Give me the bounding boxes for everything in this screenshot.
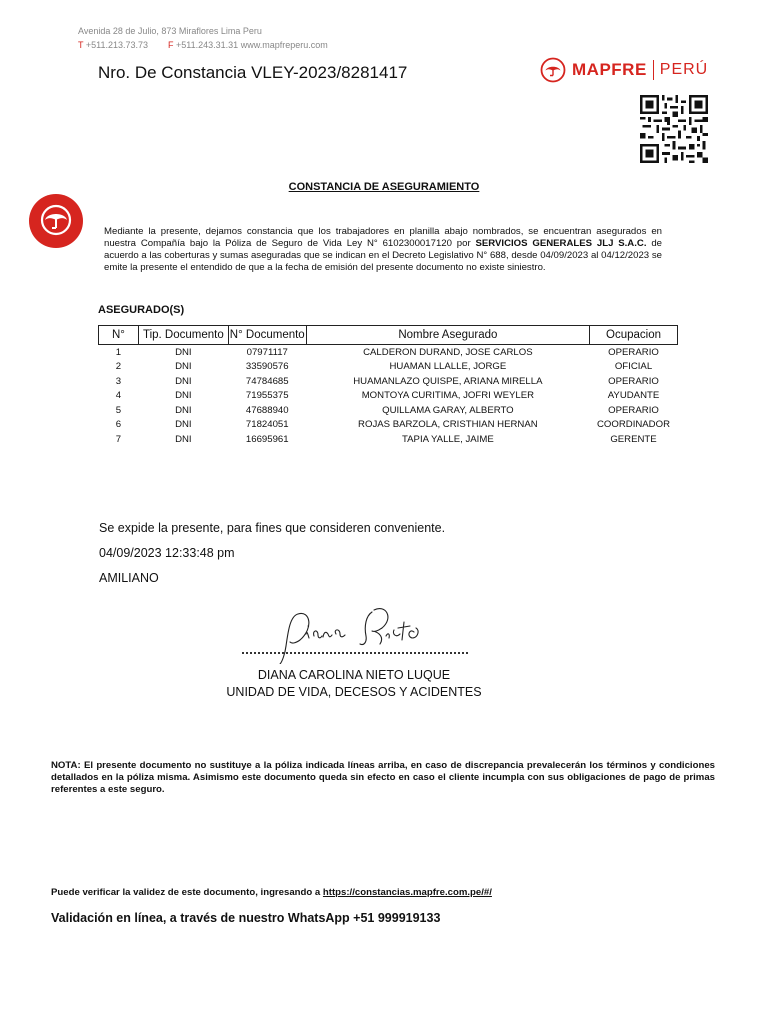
phone-label: T (78, 40, 84, 50)
col-doc-type: Tip. Documento (138, 326, 228, 345)
mapfre-seal-icon (29, 194, 83, 248)
cell-doc-number: 33590576 (245, 361, 289, 373)
cell-number: 7 (115, 433, 122, 445)
col-insured-name: Nombre Asegurado (306, 326, 589, 345)
phone-number: +511.213.73.73 (85, 40, 149, 50)
cell-number: 1 (115, 346, 122, 358)
cell-occupation: GERENTE (610, 433, 657, 445)
table-row (99, 345, 678, 360)
cell-doc-number: 07971117 (246, 346, 288, 358)
cell-doc-type: DNI (175, 404, 192, 416)
cell-insured-name: HUAMAN LLALLE, JORGE (389, 361, 507, 373)
cell-doc-number: 47688940 (245, 404, 289, 416)
cell-doc-number: 71955375 (245, 390, 289, 402)
logo-divider (653, 60, 654, 80)
closing-statement: Se expide la presente, para fines que consideren conveniente. (99, 521, 446, 535)
table-row (99, 418, 678, 433)
table-header-row (99, 326, 678, 345)
mapfre-umbrella-icon (540, 57, 566, 83)
signature-line (242, 652, 468, 654)
verify-text: Puede verificar la validez de este documento, ingresando a (51, 887, 323, 898)
cell-number: 3 (115, 375, 122, 387)
insured-company: SERVICIOS GENERALES JLJ S.A.C. (475, 238, 647, 249)
cell-doc-type: DNI (175, 346, 192, 358)
signer-block (190, 667, 518, 701)
fax-and-web: +511.243.31.31 www.mapfreperu.com (176, 40, 328, 50)
col-number: N° (99, 326, 139, 345)
mapfre-logo (540, 57, 708, 83)
cell-occupation: OPERARIO (608, 375, 659, 387)
table-row (99, 403, 678, 418)
handwritten-signature (270, 602, 450, 664)
logo-brand: MAPFRE (572, 60, 647, 79)
header-contact (78, 24, 328, 52)
issuing-user: AMILIANO (99, 571, 159, 585)
cell-doc-type: DNI (175, 390, 192, 402)
cell-insured-name: HUAMANLAZO QUISPE, ARIANA MIRELLA (353, 375, 543, 387)
disclaimer-note: NOTA: El presente documento no sustituye a la póliza indicada líneas arriba, en caso de discrepancia prevalecerán los términos y condiciones detallados en la póliza misma. Asimismo este documento queda sin efecto en caso el cliente incumpla con sus obligaciones de pago de primas referentes a este seguro. (51, 760, 715, 795)
verify-line (51, 887, 492, 898)
cell-insured-name: CALDERON DURAND, JOSE CARLOS (363, 346, 533, 358)
constancia-number: Nro. De Constancia VLEY-2023/8281417 (98, 63, 408, 82)
qr-code-icon (638, 95, 710, 163)
signer-name: DIANA CAROLINA NIETO LUQUE (257, 668, 451, 682)
cell-doc-type: DNI (175, 375, 192, 387)
fax-label: F (168, 40, 174, 50)
cell-doc-type: DNI (175, 361, 192, 373)
table-row (99, 374, 678, 389)
cell-doc-number: 16695961 (245, 433, 289, 445)
cell-occupation: COORDINADOR (596, 419, 671, 431)
signer-unit: UNIDAD DE VIDA, DECESOS Y ACIDENTES (226, 685, 482, 699)
cell-occupation: AYUDANTE (607, 390, 660, 402)
col-occupation: Ocupacion (590, 326, 678, 345)
cell-number: 4 (115, 390, 122, 402)
body-part1: Mediante la presente, dejamos constancia que los trabajadores en planilla abajo nombrados, se encuentran asegurados en nuestra Compañía bajo la Póliza de Seguro de Vida Ley N° 6102300017120 por (104, 226, 662, 249)
cell-number: 6 (115, 419, 122, 431)
cell-doc-type: DNI (175, 433, 192, 445)
col-doc-number: N° Documento (228, 326, 306, 345)
cell-number: 5 (115, 404, 122, 416)
header-phones (78, 38, 328, 52)
cell-insured-name: QUILLAMA GARAY, ALBERTO (382, 404, 514, 416)
verify-link[interactable]: https://constancias.mapfre.com.pe/#/ (322, 887, 492, 898)
cell-insured-name: ROJAS BARZOLA, CRISTHIAN HERNAN (358, 419, 538, 431)
cell-occupation: OFICIAL (614, 361, 653, 373)
body-part2: de acuerdo a las coberturas y sumas aseguradas que se indican en el Decreto Legislativo N° 688, desde 04/09/2023 al 04/12/2023 se emite la presente el entendido de que a la fecha de emisión del presente documento no existe siniestro. (104, 238, 662, 273)
document-title: CONSTANCIA DE ASEGURAMIENTO (288, 181, 480, 193)
cell-insured-name: MONTOYA CURITIMA, JOFRI WEYLER (361, 390, 535, 402)
cell-doc-type: DNI (175, 419, 192, 431)
cell-doc-number: 71824051 (245, 419, 289, 431)
whatsapp-validation: Validación en línea, a través de nuestro WhatsApp +51 999919133 (51, 911, 441, 925)
table-row (99, 432, 678, 447)
logo-country: PERÚ (659, 61, 709, 78)
cell-occupation: OPERARIO (608, 404, 659, 416)
body-paragraph (104, 226, 662, 274)
cell-occupation: OPERARIO (608, 346, 659, 358)
section-title: ASEGURADO(S) (98, 304, 185, 316)
issue-datetime: 04/09/2023 12:33:48 pm (99, 546, 235, 560)
table-row (99, 360, 678, 375)
cell-insured-name: TAPIA YALLE, JAIME (402, 433, 494, 445)
table-row (99, 389, 678, 404)
insured-table (98, 325, 678, 447)
cell-number: 2 (115, 361, 122, 373)
cell-doc-number: 74784685 (245, 375, 289, 387)
closing-block (99, 516, 445, 591)
header-address: Avenida 28 de Julio, 873 Miraflores Lima Peru (78, 26, 262, 36)
